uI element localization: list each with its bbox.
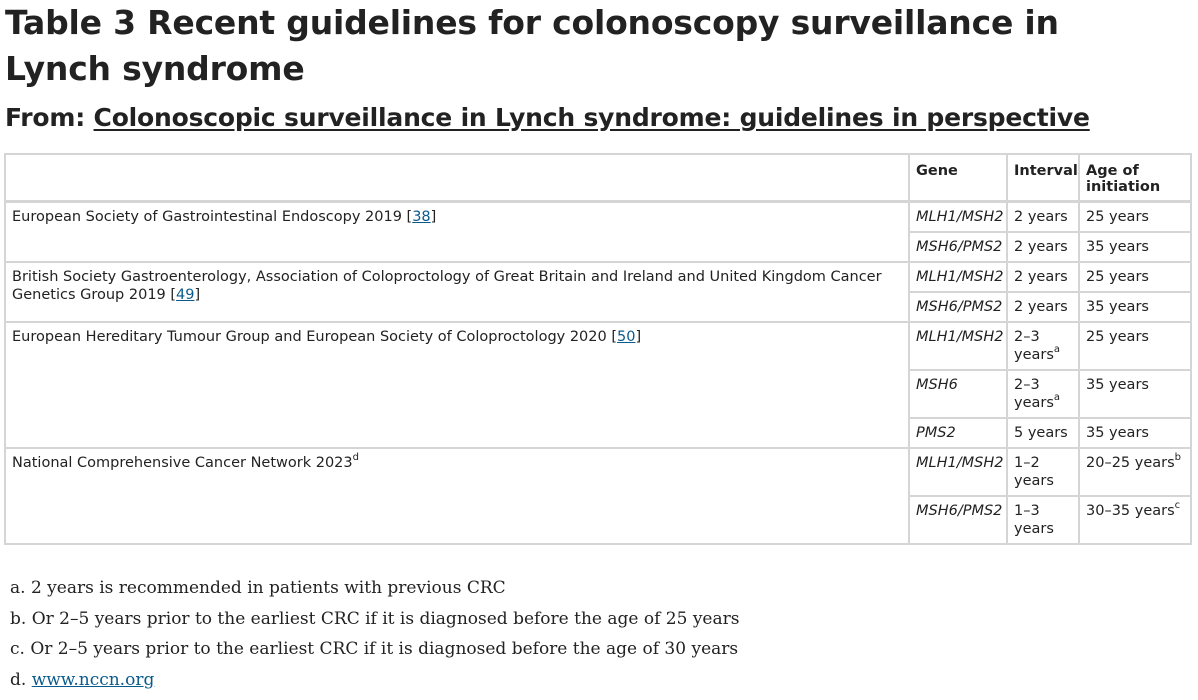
age-cell: 35 years (1079, 292, 1191, 322)
footnote-marker: a (1053, 344, 1061, 356)
age-cell: 25 years (1079, 262, 1191, 292)
interval-cell: 2 years (1007, 202, 1079, 233)
footnote-marker: a (1053, 392, 1061, 404)
interval-cell: 1–2 years (1007, 448, 1079, 496)
footnote-a: a. 2 years is recommended in patients with previous CRC (10, 578, 506, 598)
gene-cell: MSH6 (909, 370, 1007, 418)
footnote-d: d. www.nccn.org (10, 669, 155, 690)
interval-cell: 5 years (1007, 418, 1079, 448)
header-row (5, 154, 1191, 202)
interval-cell: 2 years (1007, 232, 1079, 262)
interval-cell: 2 years (1007, 292, 1079, 322)
age-cell: 35 years (1079, 418, 1191, 448)
gene-cell: MLH1/MSH2 (909, 322, 1007, 370)
nccn-link[interactable]: www.nccn.org (31, 669, 155, 690)
age-cell: 25 years (1079, 322, 1191, 370)
guidelines-table (4, 153, 1192, 545)
age-cell: 35 years (1079, 232, 1191, 262)
reference-link[interactable]: 49 (176, 287, 195, 303)
source-cell: National Comprehensive Cancer Network 2023$^d$ (5, 448, 909, 544)
reference-link[interactable]: 38 (412, 209, 431, 225)
gene-cell: MSH6/PMS2 (909, 232, 1007, 262)
reference-link[interactable]: 50 (617, 329, 636, 345)
footnote-marker: b (1174, 452, 1182, 464)
header-gene: Gene (909, 154, 1007, 202)
footnote-b: b. Or 2–5 years prior to the earliest CRC if it is diagnosed before the age of 25 years (10, 608, 740, 629)
table-row (5, 448, 1191, 496)
interval-cell: 2–3 years$^a$ (1007, 370, 1079, 418)
article-link[interactable]: Colonoscopic surveillance in Lynch syndrome: guidelines in perspective (93, 103, 1090, 132)
table-row (5, 202, 1191, 233)
header-age: Age of initiation (1079, 154, 1191, 202)
from-line (5, 100, 1090, 136)
footnote-c: c. Or 2–5 years prior to the earliest CRC if it is diagnosed before the age of 30 years (10, 639, 739, 659)
source-cell: European Hereditary Tumour Group and European Society of Coloproctology 2020 [50] (5, 322, 909, 448)
table-row (5, 322, 1191, 370)
header-source (5, 154, 909, 202)
footnotes (10, 573, 739, 695)
age-cell: 20–25 years$^b$ (1079, 448, 1191, 496)
gene-cell: MLH1/MSH2 (909, 262, 1007, 292)
gene-cell: MLH1/MSH2 (909, 448, 1007, 496)
page-title: Table 3 Recent guidelines for colonoscopy surveillance in Lynch syndrome (5, 3, 1059, 88)
header-interval: Interval (1007, 154, 1079, 202)
gene-cell: MLH1/MSH2 (909, 202, 1007, 233)
footnote-marker: d (352, 452, 359, 464)
age-cell: 30–35 years$^c$ (1079, 496, 1191, 544)
source-cell: British Society Gastroenterology, Association of Coloproctology of Great Britain and Ireland and United Kingdom Cancer Genetics Group 2019 [49] (5, 262, 909, 322)
gene-cell: MSH6/PMS2 (909, 496, 1007, 544)
source-cell: European Society of Gastrointestinal Endoscopy 2019 [38] (5, 202, 909, 263)
from-label: From: (5, 103, 86, 132)
gene-cell: PMS2 (909, 418, 1007, 448)
interval-cell: 2–3 years$^a$ (1007, 322, 1079, 370)
table-row (5, 262, 1191, 292)
gene-cell: MSH6/PMS2 (909, 292, 1007, 322)
age-cell: 25 years (1079, 202, 1191, 233)
age-cell: 35 years (1079, 370, 1191, 418)
footnote-marker: c (1174, 500, 1181, 512)
interval-cell: 1–3 years (1007, 496, 1079, 544)
interval-cell: 2 years (1007, 262, 1079, 292)
